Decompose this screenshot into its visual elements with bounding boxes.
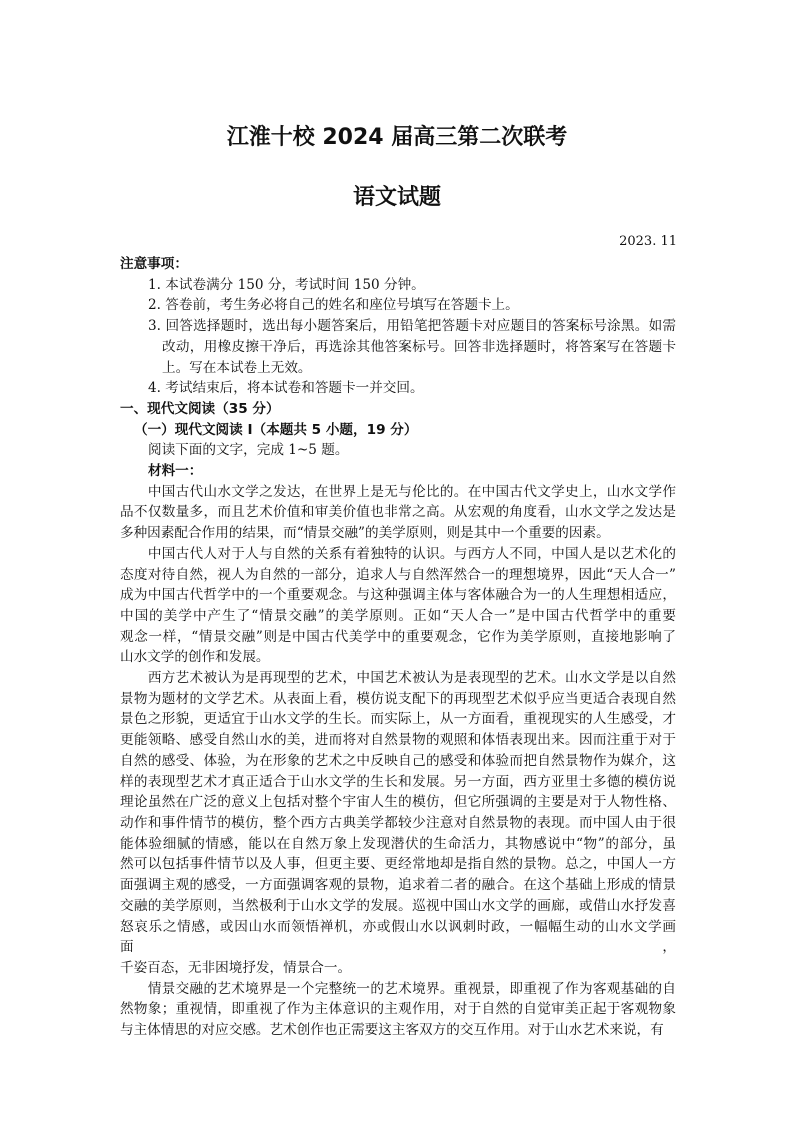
notice-items bbox=[120, 275, 676, 399]
passage-line: 怒哀乐之情感，或因山水而领悟禅机，亦或假山水以讽刺时政，一幅幅生动的山水文学画面， bbox=[120, 918, 676, 956]
passage-line: 品不仅数量多，而且艺术价值和审美价值也非常之高。从宏观的角度看，山水文学之发达是 bbox=[120, 504, 676, 521]
passage-line: 然可以包括事件情节以及人事，但更主要、更经常地却是指自然的景物。总之，中国人一方 bbox=[120, 856, 676, 873]
notice-item-line: 3. 回答选择题时，选出每小题答案后，用铅笔把答题卡对应题目的答案标号涂黑。如需 bbox=[148, 318, 676, 335]
notice-item-line: 1. 本试卷满分 150 分，考试时间 150 分钟。 bbox=[148, 276, 425, 293]
passage-line: 样的表现型艺术才真正适合于山水文学的生长和发展。另一方面，西方亚里士多德的模仿说 bbox=[120, 773, 676, 790]
passage-line: 能体验细腻的情感，能以在自然万象上发现潜伏的生命活力，其物感说中“物”的部分，虽 bbox=[120, 835, 676, 852]
passage-line: 山水文学的创作和发展。 bbox=[120, 649, 270, 666]
passage-line: 景色之形貌，更适宜于山水文学的生长。而实际上，从一方面看，重视现实的人生感受，才 bbox=[120, 711, 676, 728]
passage-line: 情景交融的艺术境界是一个完整统一的艺术境界。重视景，即重视了作为客观基础的自 bbox=[120, 980, 676, 997]
notice-block bbox=[120, 254, 676, 1041]
passage-line: 自然的感受、体验，为在形象的艺术之中反映自己的感受和体验而把自然景物作为媒介，这 bbox=[120, 752, 676, 769]
passage-line: 中国古代山水文学之发达，在世界上是无与伦比的。在中国古代文学史上，山水文学作 bbox=[120, 483, 676, 500]
reading-instruction: 阅读下面的文字，完成 1~5 题。 bbox=[148, 442, 349, 459]
passage-line: 理论虽然在广泛的意义上包括对整个宇宙人生的模仿，但它所强调的主要是对于人物性格、 bbox=[120, 794, 676, 811]
notice-item-line: 4. 考试结束后，将本试卷和答题卡一并交回。 bbox=[148, 380, 424, 397]
passage-line: 观念一样，“情景交融”则是中国古代美学中的重要观念，它作为美学原则，直接地影响了 bbox=[120, 628, 676, 645]
notice-item-line: 上。写在本试卷上无效。 bbox=[162, 359, 312, 376]
section-heading: 一、现代文阅读（35 分） bbox=[120, 400, 280, 417]
passage-line: 西方艺术被认为是再现型的艺术，中国艺术被认为是表现型的艺术。山水文学是以自然 bbox=[120, 670, 676, 687]
passage-line: 更能领略、感受自然山水的美，进而将对自然景物的观照和体悟表现出来。因而注重于对于 bbox=[120, 732, 676, 749]
passage-line: 多种因素配合作用的结果，而“情景交融”的美学原则，则是其中一个重要的因素。 bbox=[120, 525, 610, 542]
material-label: 材料一： bbox=[148, 463, 203, 480]
passage-line: 千姿百态，无非困境抒发，情景合一。 bbox=[120, 959, 352, 976]
notice-item-line: 2. 答卷前，考生务必将自己的姓名和座位号填写在答题卡上。 bbox=[148, 297, 519, 314]
passage-line: 动作和事件情节的模仿，整个西方古典美学都较少注意对自然景物的表现。而中国人由于很 bbox=[120, 814, 676, 831]
exam-date: 2023. 11 bbox=[619, 234, 677, 249]
passage-line: 成为中国古代哲学中的一个重要观念。与这种强调主体与客体融合为一的人生理想相适应， bbox=[120, 587, 676, 604]
exam-title: 江淮十校 2024 届高三第二次联考 bbox=[226, 125, 568, 150]
passage-text bbox=[120, 482, 676, 1041]
passage-line: 交融的美学原则，当然极利于山水文学的发展。巡视中国山水文学的画廊，或借山水抒发喜 bbox=[120, 897, 676, 914]
passage-line: 态度对待自然，视人为自然的一部分，追求人与自然浑然合一的理想境界，因此“天人合一” bbox=[120, 566, 676, 583]
passage-line: 景物为题材的文学艺术。从表面上看，模仿说支配下的再现型艺术似乎应当更适合表现自然 bbox=[120, 690, 676, 707]
notice-item-line: 改动，用橡皮擦干净后，再选涂其他答案标号。回答非选择题时，将答案写在答题卡 bbox=[162, 338, 676, 355]
exam-subtitle: 语文试题 bbox=[352, 185, 441, 210]
passage-line: 中国古代人对于人与自然的关系有着独特的认识。与西方人不同，中国人是以艺术化的 bbox=[120, 545, 676, 562]
passage-line: 面强调主观的感受，一方面强调客观的景物，追求着二者的融合。在这个基础上形成的情景 bbox=[120, 877, 676, 894]
passage-line: 与主体情思的对应交感。艺术创作也正需要这主客双方的交互作用。对于山水艺术来说，有 bbox=[120, 1022, 664, 1039]
notice-heading: 注意事项： bbox=[120, 256, 188, 272]
section-subheading: （一）现代文阅读 I（本题共 5 小题，19 分） bbox=[134, 421, 418, 438]
passage-line: 中国的美学中产生了“情景交融”的美学原则。正如“天人合一”是中国古代哲学中的重要 bbox=[120, 607, 676, 624]
passage-line: 然物象；重视情，即重视了作为主体意识的主观作用，对于自然的自觉审美正起于客观物象 bbox=[120, 1001, 676, 1018]
